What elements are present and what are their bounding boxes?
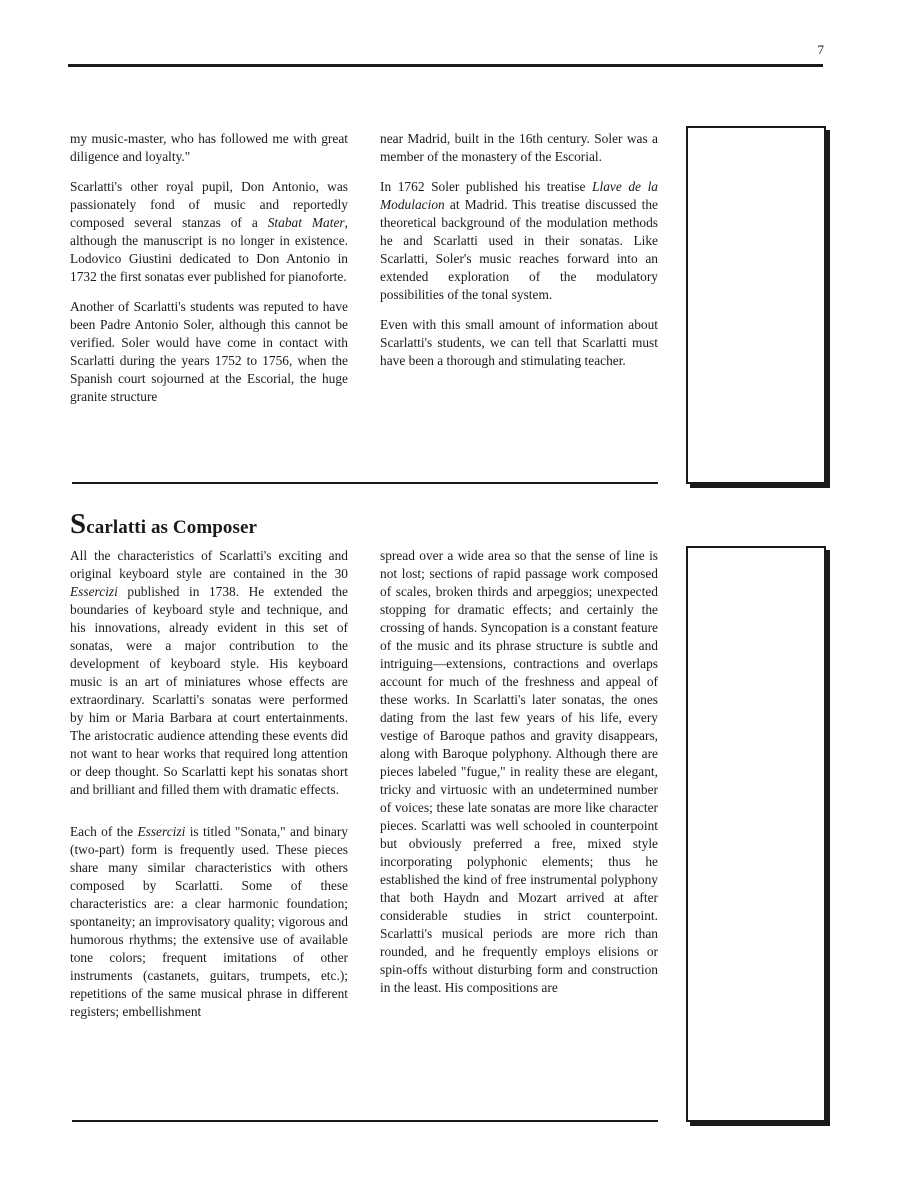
heading-initial: S (70, 508, 87, 540)
paragraph (70, 823, 348, 1021)
text-run: at Madrid. This treatise discussed the theoretical background of the modulation methods he and Scarlatti used in their sonatas. Like Scarlatti, Soler's music reaches forward into an extended exploration of the modulatory possibilities of the tonal system. (380, 197, 658, 302)
paragraph (380, 178, 658, 304)
bottom-right-column (380, 547, 658, 1009)
page-number: 7 (817, 42, 824, 57)
paragraph: near Madrid, built in the 16th century. Soler was a member of the monastery of the Escorial. (380, 131, 658, 164)
paragraph: Another of Scarlatti's students was reputed to have been Padre Antonio Soler, although this cannot be verified. Soler would have come in contact with Scarlatti during the years 1752 to 1756, when the Spanish court sojourned at the Escorial, the huge granite structure (70, 299, 348, 404)
bottom-rule (72, 1120, 658, 1122)
work-title: Essercizi (70, 584, 118, 599)
section-heading (70, 508, 257, 541)
text-run: Each of the (70, 824, 134, 839)
paragraph: spread over a wide area so that the sense of line is not lost; sections of rapid passage work composed of scales, broken thirds and arpeggios; unexpected stopping for dramatic effects; and certainly the crossing of hands. Syncopation is a constant feature of the music and its phrase structure is subtle and intriguing—extensions, contractions and overlaps account for much of the freshness and appeal of these works. In Scarlatti's later sonatas, the ones dating from the last few years of his life, every vestige of Baroque pathos and gravity disappears, along with Baroque polyphony. Although there are pieces labeled "fugue," in reality these are elegant, tricky and virtuosic with an undetermined number of voices; these late sonatas are more like character pieces. Scarlatti was well schooled in counterpoint but obviously preferred a free, mixed style incorporating polyphonic elements; thus he established the kind of free instrumental polyphony that both Haydn and Mozart arrived at after considerable studies in strict counterpoint. Scarlatti's musical periods are more rich than rounded, and he frequently employs elisions or spin-offs without disturbing form and construction in the least. His compositions are (380, 548, 658, 995)
top-left-column (70, 130, 348, 418)
bottom-left-column (70, 547, 348, 1033)
paragraph: my music-master, who has followed me with great diligence and loyalty." (70, 131, 348, 164)
top-rule (68, 64, 823, 67)
sidebar-box-bottom (686, 546, 826, 1122)
top-right-column (380, 130, 658, 382)
text-run: All the characteristics of Scarlatti's exciting and original keyboard style are contained in the 30 (70, 548, 348, 581)
sidebar-box-top (686, 126, 826, 484)
text-run: is titled "Sonata," and binary (two-part) form is frequently used. These pieces share many similar characteristics with others composed by Scarlatti. Some of these characteristics are: a clear harmonic foundation; spontaneity; an improvisatory quality; vigorous and humorous rhythms; the extensive use of available tone colors; frequent imitations of other instruments (castanets, guitars, trumpets, etc.); repetitions of the same musical phrase in different registers; embellishment (70, 824, 348, 1019)
text-run: published in 1738. He extended the boundaries of keyboard style and technique, and his innovations, already evident in this set of sonatas, were a major contribution to the development of keyboard style. His keyboard music is an art of miniatures whose effects are extraordinary. Scarlatti's sonatas were performed by him or Maria Barbara at court entertainments. The aristocratic audience attending these events did not want to hear works that required long attention or deep thought. So Scarlatti kept his sonatas short and brilliant and filled them with dramatic effects. (70, 584, 348, 797)
text-run: , although the manuscript is no longer in existence. Lodovico Giustini dedicated to Don Antonio in 1732 the first sonatas ever published for pianoforte. (70, 215, 348, 284)
paragraph: Even with this small amount of information about Scarlatti's students, we can tell that Scarlatti must have been a thorough and stimulating teacher. (380, 317, 658, 368)
work-title: Llave de la Modulacion (380, 179, 658, 212)
text-run: Scarlatti's other royal pupil, Don Antonio, was passionately fond of music and reportedly composed several stanzas of a (70, 179, 348, 230)
work-title: Essercizi (137, 824, 186, 839)
paragraph (70, 547, 348, 799)
paragraph (70, 178, 348, 286)
heading-text: carlatti as Composer (86, 517, 258, 538)
text-run: In 1762 Soler published his treatise (380, 179, 586, 194)
work-title: Stabat Mater (267, 215, 345, 230)
section-divider (72, 482, 658, 484)
